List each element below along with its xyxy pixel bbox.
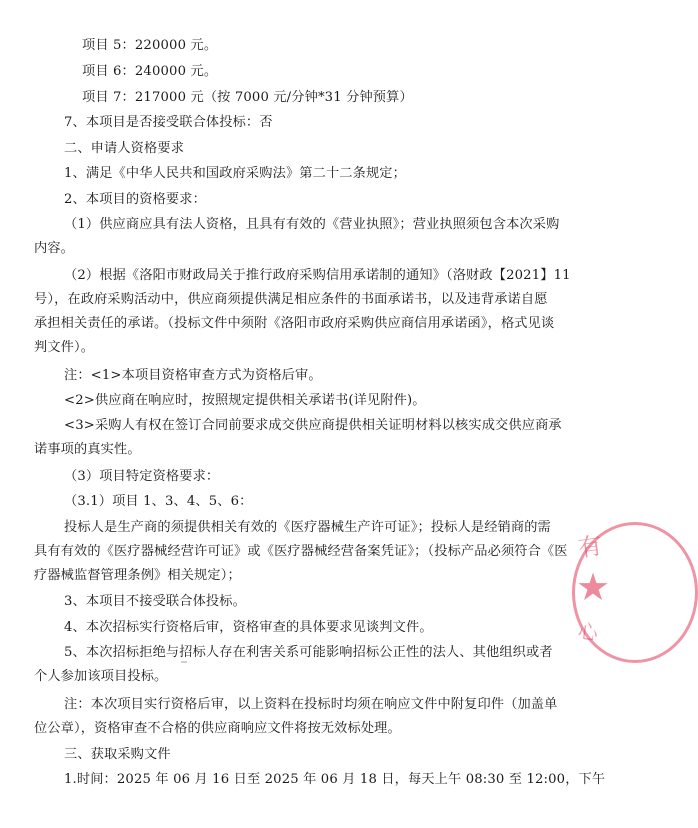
note-line: <2>供应商在响应时，按照规定提供相关承诺书(详见附件)。 [64, 393, 426, 408]
text-line: 7、本项目是否接受联合体投标：否 [64, 115, 273, 130]
text-line: （2）根据《洛阳市财政局关于推行政府采购信用承诺制的通知》（洛财政【2021】11 [64, 268, 571, 283]
note-line: 注：<1>本项目资格审查方式为资格后审。 [64, 368, 322, 383]
red-seal-stamp [566, 520, 646, 660]
text-line: 位公章），资格审查不合格的供应商响应文件将按无效标处理。 [34, 721, 401, 736]
text-line: 5、本次招标拒绝与招标人存在利害关系可能影响招标公正性的法人、其他组织或者 [64, 645, 553, 660]
text-line: 项目 7：217000 元（按 7000 元/分钟*31 分钟预算） [82, 90, 413, 105]
text-line: （3.1）项目 1、3、4、5、6： [64, 494, 253, 509]
text-line: 承担相关责任的承诺。（投标文件中须附《洛阳市政府采购供应商信用承诺函》，格式见谈 [34, 316, 555, 331]
text-line: 项目 6：240000 元。 [82, 64, 218, 79]
text-line: 投标人是生产商的须提供相关有效的《医疗器械生产许可证》；投标人是经销商的需 [64, 520, 551, 535]
text-line: （1）供应商应具有法人资格，且具有有效的《营业执照》；营业执照须包含本次采购 [64, 217, 560, 232]
seal-char-top: 有 [576, 531, 604, 563]
text-line: 1.时间：2025 年 06 月 16 日至 2025 年 06 月 18 日，每天上午 08:30 至 12:00，下午 [64, 772, 606, 787]
note-line: <3>采购人有权在签订合同前要求成交供应商提供相关证明材料以核实成交供应商承 [64, 418, 562, 433]
text-line: （3）项目特定资格要求： [64, 469, 220, 484]
text-line: 具有有效的《医疗器械经营许可证》或《医疗器械经营备案凭证》；（投标产品必须符合《医 [34, 544, 568, 559]
section-heading: 二、申请人资格要求 [64, 141, 185, 156]
text-line: 3、本项目不接受联合体投标。 [64, 594, 246, 609]
text-line: 项目 5：220000 元。 [82, 38, 218, 53]
text-line: 1、满足《中华人民共和国政府采购法》第二十二条规定； [64, 166, 406, 181]
text-line: 号），在政府采购活动中，供应商须提供满足相应条件的书面承诺书，以及违背承诺自愿 [34, 292, 548, 307]
text-line: 诺事项的真实性。 [34, 442, 141, 457]
seal-star-icon: ★ [576, 565, 611, 609]
note-line: 注：本次项目实行资格后审，以上资料在投标时均须在响应文件中附复印件（加盖单 [64, 697, 558, 712]
text-line: 判文件）。 [34, 340, 95, 355]
section-heading: 三、获取采购文件 [64, 747, 171, 762]
seal-char-bottom: 心 [576, 618, 600, 646]
scan-speck [181, 661, 187, 663]
text-line: 4、本次招标实行资格后审，资格审查的具体要求见谈判文件。 [64, 620, 433, 635]
text-line: 2、本项目的资格要求： [64, 192, 206, 207]
text-line: 个人参加该项目投标。 [34, 669, 168, 684]
text-line: 疗器械监督管理条例》相关规定）； [34, 568, 241, 583]
text-line: 内容。 [34, 241, 75, 256]
